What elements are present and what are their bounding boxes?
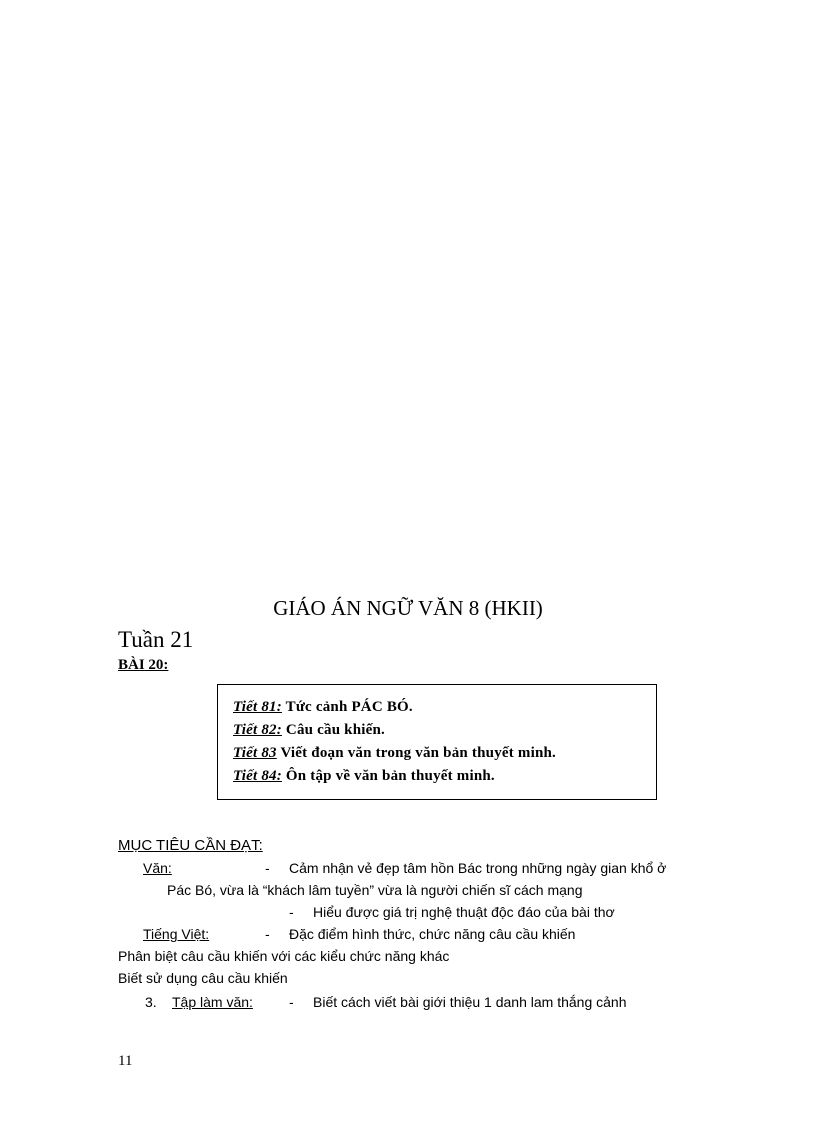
period-text: Viết đoạn văn trong văn bản thuyết minh.	[280, 745, 556, 761]
tieng-viet-label: Tiếng Việt:	[143, 926, 210, 942]
van-line-3: Hiểu được giá trị nghệ thuật độc đáo của bài thơ	[313, 904, 615, 920]
period-text: Ôn tập về văn bản thuyết minh.	[285, 768, 495, 784]
tap-lam-van-dash: -	[289, 994, 294, 1010]
period-label: Tiết 81:	[233, 699, 282, 715]
page-title: GIÁO ÁN NGỮ VĂN 8 (HKII)	[273, 596, 543, 620]
period-item	[233, 745, 556, 762]
tap-lam-van-line-1: Biết cách viết bài giới thiệu 1 danh lam thắng cảnh	[313, 994, 627, 1010]
tieng-viet-line-2: Phân biệt câu cầu khiến với các kiểu chức năng khác	[118, 948, 450, 964]
period-label: Tiết 82:	[233, 722, 282, 738]
tieng-viet-line-1: Đặc điểm hình thức, chức năng câu cầu khiến	[289, 926, 576, 942]
period-item	[233, 699, 413, 716]
lesson-label: BÀI 20:	[118, 657, 169, 673]
tap-lam-van-number: 3.	[145, 994, 157, 1010]
tap-lam-van-label: Tập làm văn:	[172, 994, 253, 1010]
objectives-heading: MỤC TIÊU CẦN ĐẠT:	[118, 837, 263, 854]
tieng-viet-line-3: Biết sử dụng câu cầu khiến	[118, 970, 288, 986]
van-dash: -	[265, 860, 270, 876]
van-label: Văn:	[143, 860, 172, 876]
periods-box	[217, 684, 657, 800]
period-text: Câu cầu khiến.	[285, 722, 385, 738]
van-line-1: Cảm nhận vẻ đẹp tâm hồn Bác trong những ngày gian khổ ở	[289, 860, 667, 876]
week-label: Tuần 21	[118, 627, 194, 652]
period-item	[233, 768, 495, 785]
period-label: Tiết 83	[233, 745, 277, 761]
tieng-viet-dash: -	[265, 926, 270, 942]
period-label: Tiết 84:	[233, 768, 282, 784]
period-text: Tức cảnh PÁC BÓ.	[285, 699, 413, 715]
period-item	[233, 722, 385, 739]
page-number: 11	[118, 1053, 133, 1069]
van-line-2: Pác Bó, vừa là “khách lâm tuyền” vừa là người chiến sĩ cách mạng	[167, 882, 583, 898]
van-dash-2: -	[289, 904, 294, 920]
